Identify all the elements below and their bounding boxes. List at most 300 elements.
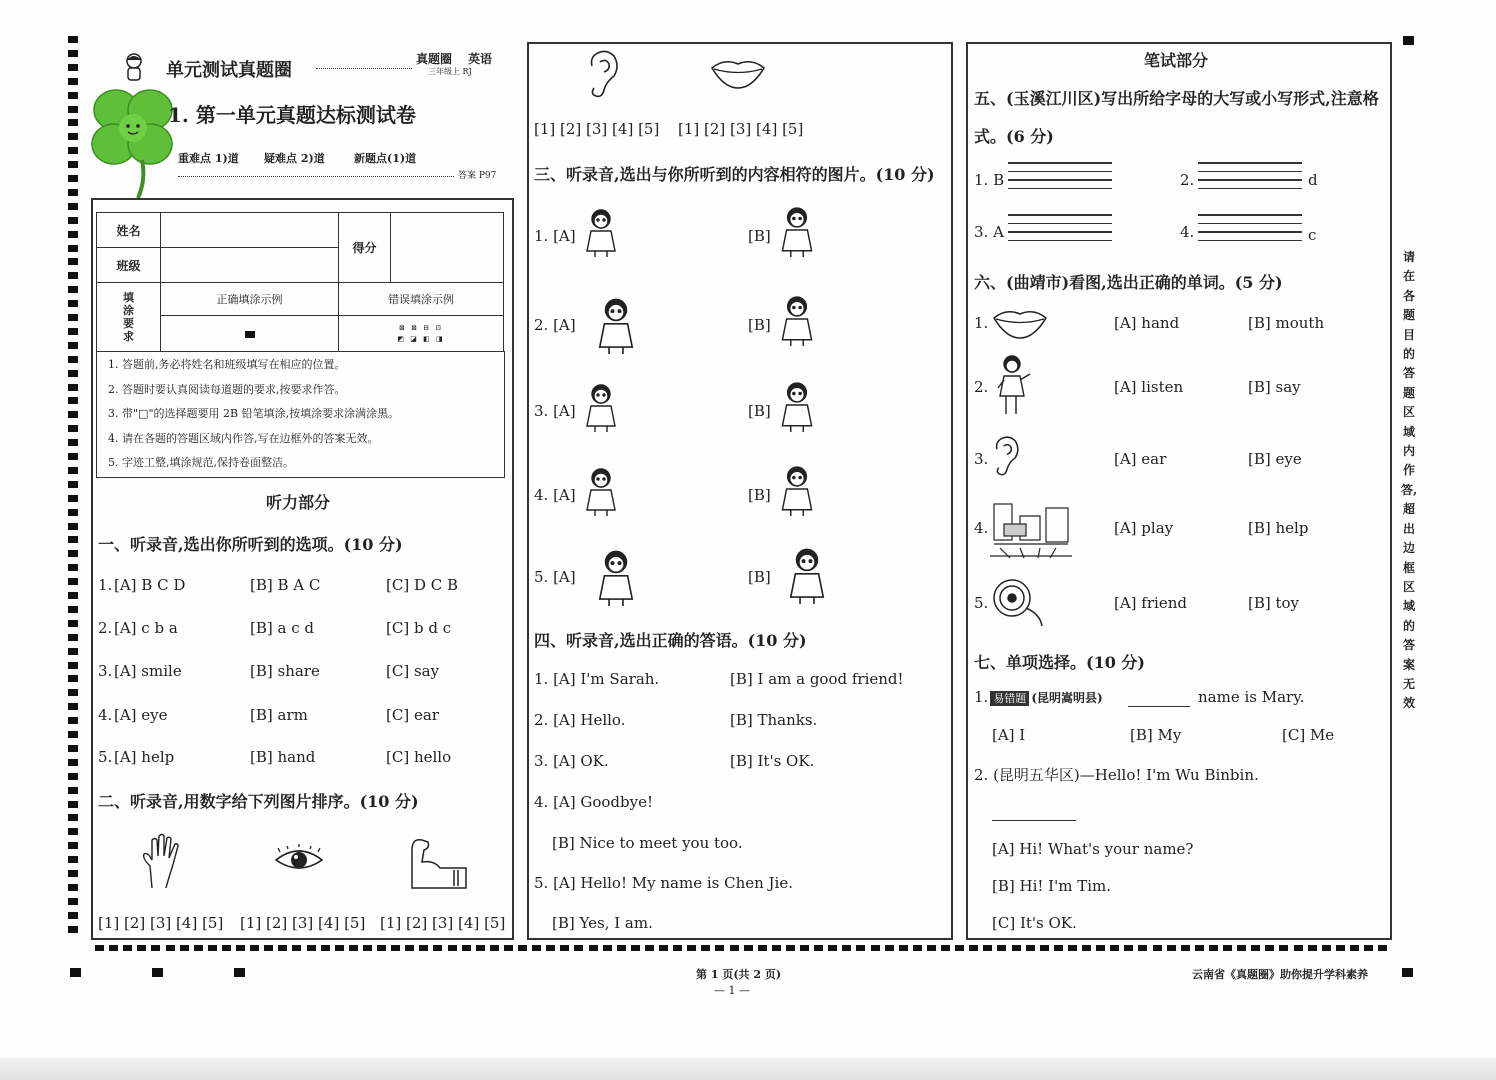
sec6-q-num: 2. <box>974 378 989 396</box>
tick-mark <box>68 36 78 43</box>
tick-mark <box>68 397 78 404</box>
sec5-item-3: 3. A <box>974 223 1004 241</box>
tick-mark <box>68 300 78 307</box>
tick-mark <box>68 731 78 738</box>
tick-mark <box>391 945 400 951</box>
tick-mark <box>871 945 880 951</box>
sec5-title-2: 式。(6 分) <box>974 127 1054 146</box>
note-4: 4. 请在各题的答题区域内作答,写在边框外的答案无效。 <box>108 431 379 445</box>
tick-mark <box>1308 945 1317 951</box>
sec6-opt-b[interactable]: [B] say <box>1248 378 1301 396</box>
sec3-label-a[interactable]: 4. [A] <box>534 486 576 504</box>
yoyo-toy-icon <box>990 574 1050 632</box>
sec5-item-2: 2. <box>1180 171 1195 189</box>
sec1-q-num: 4. <box>98 706 113 724</box>
tick-mark <box>278 945 287 951</box>
sec3-title: 三、听录音,选出与你所听到的内容相符的图片。(10 分) <box>534 165 935 184</box>
sec1-opt-c[interactable]: [C] say <box>386 662 440 680</box>
sec1-opt-a[interactable]: [A] smile <box>114 662 182 680</box>
tick-mark <box>997 945 1006 951</box>
sec1-opt-a[interactable]: [A] help <box>114 748 175 766</box>
tick-mark <box>68 495 78 502</box>
tick-mark <box>68 509 78 516</box>
tick-mark <box>1026 945 1035 951</box>
sec4-q5-b[interactable]: [B] Yes, I am. <box>552 914 653 932</box>
writing-lines-2[interactable] <box>1198 162 1302 196</box>
tick-mark <box>448 945 457 951</box>
tick-mark <box>730 945 739 951</box>
tick-mark <box>68 564 78 571</box>
ear-icon <box>586 48 622 104</box>
sec1-opt-b[interactable]: [B] B A C <box>250 576 321 594</box>
class-label: 班级 <box>97 248 161 283</box>
writing-lines-1[interactable] <box>1008 162 1112 196</box>
tick-mark <box>546 945 555 951</box>
tick-mark <box>1294 945 1303 951</box>
tick-mark <box>68 189 78 196</box>
tick-mark <box>715 945 724 951</box>
arm-icon <box>406 834 468 896</box>
series-title: 单元测试真题圈 <box>166 60 292 81</box>
mouth-icon <box>710 58 766 92</box>
tick-mark <box>68 384 78 391</box>
left-tick-marks <box>68 36 80 936</box>
sec1-opt-b[interactable]: [B] share <box>250 662 320 680</box>
tick-mark <box>1124 945 1133 951</box>
tick-mark <box>589 945 598 951</box>
tick-mark <box>68 370 78 377</box>
sec1-opt-c[interactable]: [C] ear <box>386 706 439 724</box>
sec2-bubbles-2[interactable]: [1] [2] [3] [4] [5] <box>240 914 366 932</box>
tick-mark <box>1350 945 1359 951</box>
tick-mark <box>68 425 78 432</box>
sec6-title: 六、(曲靖市)看图,选出正确的单词。(5 分) <box>974 273 1283 292</box>
person-figure-icon <box>580 382 622 436</box>
sec6-opt-b[interactable]: [B] toy <box>1248 594 1300 612</box>
point-3: 新题点(1)道 <box>354 152 417 165</box>
tick-mark <box>321 945 330 951</box>
footer-number: — 1 — <box>714 984 750 997</box>
sec3-label-b[interactable]: [B] <box>748 402 771 420</box>
hand-icon <box>138 832 186 896</box>
sec1-q-num: 3. <box>98 662 113 680</box>
class-field[interactable] <box>161 248 339 283</box>
person-figure-icon <box>776 546 838 608</box>
correct-example-label: 正确填涂示例 <box>161 283 339 316</box>
tick-mark <box>68 314 78 321</box>
tick-mark <box>955 945 964 951</box>
tick-mark <box>363 945 372 951</box>
tick-mark <box>574 945 583 951</box>
tick-mark <box>68 703 78 710</box>
tick-mark <box>68 439 78 446</box>
tick-mark <box>68 884 78 891</box>
sec6-opt-a[interactable]: [A] play <box>1114 519 1174 537</box>
tick-mark <box>68 592 78 599</box>
tick-mark <box>1040 945 1049 951</box>
tick-mark <box>180 945 189 951</box>
sec6-q-num: 5. <box>974 594 989 612</box>
note-2: 2. 答题时要认真阅读每道题的要求,按要求作答。 <box>108 382 346 396</box>
writing-lines-4[interactable] <box>1198 214 1302 248</box>
tick-mark <box>659 945 668 951</box>
person-figure-icon <box>580 466 622 520</box>
tick-mark <box>68 759 78 766</box>
sec6-opt-b[interactable]: [B] mouth <box>1248 314 1325 332</box>
tick-mark <box>68 467 78 474</box>
sec2-bubbles-1[interactable]: [1] [2] [3] [4] [5] <box>98 914 224 932</box>
tick-mark <box>433 945 442 951</box>
writing-lines-3[interactable] <box>1008 214 1112 248</box>
sec1-opt-a[interactable]: [A] B C D <box>114 576 186 594</box>
tick-mark <box>518 945 527 951</box>
tick-mark <box>856 945 865 951</box>
note-1: 1. 答题前,务必将姓名和班级填写在相应的位置。 <box>108 358 346 371</box>
student-info-table <box>96 212 504 352</box>
tick-mark <box>68 814 78 821</box>
sec7-q1-opt-a[interactable]: [A] I <box>992 726 1026 744</box>
fill-requirement-label: 填涂要求 <box>97 283 161 352</box>
sec6-q-num: 1. <box>974 314 989 332</box>
correct-example <box>161 316 339 352</box>
wrong-example: ⊠ ⊠ ⊟ ⊡ ◩ ◪ ◧ ◨ <box>339 316 504 352</box>
tick-mark <box>68 926 78 933</box>
tick-mark <box>68 203 78 210</box>
tick-mark <box>1153 945 1162 951</box>
sec5-item-4: 4. <box>1180 223 1195 241</box>
sec1-opt-a[interactable]: [A] c b a <box>114 619 178 637</box>
tick-mark <box>68 717 78 724</box>
tick-mark <box>68 119 78 126</box>
sec1-opt-c[interactable]: [C] D C B <box>386 576 459 594</box>
tick-mark <box>1364 945 1373 951</box>
person-figure-icon <box>580 296 652 358</box>
tick-mark <box>250 945 259 951</box>
note-3: 3. 带"□"的选择题要用 2B 铅笔填涂,按填涂要求涂满涂黑。 <box>108 407 400 420</box>
corner-mark <box>1402 968 1413 977</box>
tick-mark <box>1181 945 1190 951</box>
sec1-opt-c[interactable]: [C] b d c <box>386 619 452 637</box>
tick-mark <box>772 945 781 951</box>
tick-mark <box>1054 945 1063 951</box>
sec5-item-1: 1. B <box>974 171 1005 189</box>
ear-bubbles[interactable]: [1] [2] [3] [4] [5] <box>534 120 660 138</box>
tick-mark <box>645 945 654 951</box>
side-note: 请在各题目的答题区域内作答,超出边框区域的答案无效 <box>1401 250 1418 711</box>
sec6-opt-b[interactable]: [B] eye <box>1248 450 1302 468</box>
footer-page: 第 1 页(共 2 页) <box>696 968 782 981</box>
sec5-title-1: 五、(玉溪江川区)写出所给字母的大写或小写形式,注意格 <box>974 89 1379 108</box>
score-field[interactable] <box>391 213 504 283</box>
sec3-label-b[interactable]: [B] <box>748 227 771 245</box>
eye-icon <box>274 846 324 878</box>
tick-mark <box>68 856 78 863</box>
tick-mark <box>68 842 78 849</box>
sec6-opt-a[interactable]: [A] hand <box>1114 314 1180 332</box>
sec5-item-2-letter: d <box>1308 171 1318 189</box>
tick-mark <box>899 945 908 951</box>
lips-icon <box>992 308 1048 342</box>
tick-mark <box>95 945 104 951</box>
sec1-opt-b[interactable]: [B] hand <box>250 748 316 766</box>
sec1-opt-b[interactable]: [B] arm <box>250 706 308 724</box>
name-label: 姓名 <box>97 213 161 248</box>
subject-label: 英语 <box>468 52 493 66</box>
corner-mark <box>70 968 81 977</box>
sec7-q1: 1. 易错题 (昆明嵩明县) <box>974 688 1103 706</box>
tick-mark <box>68 92 78 99</box>
grade-label: 三年级上 RJ <box>428 67 472 76</box>
tick-mark <box>68 328 78 335</box>
tick-mark <box>68 898 78 905</box>
tick-mark <box>109 945 118 951</box>
tick-mark <box>1167 945 1176 951</box>
score-label: 得分 <box>339 213 391 283</box>
sec1-q-num: 5. <box>98 748 113 766</box>
error-prone-tag: 易错题 <box>990 691 1029 706</box>
sec4-opt-a[interactable]: 3. [A] OK. <box>534 752 609 770</box>
sec3-label-a[interactable]: 3. [A] <box>534 402 576 420</box>
tick-mark <box>1096 945 1105 951</box>
tick-mark <box>166 945 175 951</box>
tick-mark <box>603 945 612 951</box>
tick-mark <box>68 411 78 418</box>
tick-mark <box>1138 945 1147 951</box>
tick-mark <box>1336 945 1345 951</box>
header-dotted-line-2 <box>178 176 454 177</box>
sec4-q4-b[interactable]: [B] Nice to meet you too. <box>552 834 743 852</box>
tick-mark <box>532 945 541 951</box>
tick-mark <box>377 945 386 951</box>
tick-mark <box>194 945 203 951</box>
sec7-q1-blank[interactable] <box>1128 706 1190 707</box>
tick-mark <box>68 64 78 71</box>
tick-mark <box>969 945 978 951</box>
tick-mark <box>1012 945 1021 951</box>
sec6-q-num: 3. <box>974 450 989 468</box>
sec4-opt-a[interactable]: 1. [A] I'm Sarah. <box>534 670 660 688</box>
tick-mark <box>983 945 992 951</box>
footer-slogan: 云南省《真题圈》助你提升学科素养 <box>1192 968 1368 981</box>
tick-mark <box>1279 945 1288 951</box>
tick-mark <box>68 606 78 613</box>
sec1-q-num: 1. <box>98 576 113 594</box>
tick-mark <box>68 675 78 682</box>
sec7-q1-source: (昆明嵩明县) <box>1031 691 1103 705</box>
sec6-opt-b[interactable]: [B] help <box>1248 519 1309 537</box>
tick-mark <box>1068 945 1077 951</box>
sec3-label-b[interactable]: [B] <box>748 316 771 334</box>
tick-mark <box>1110 945 1119 951</box>
tick-mark <box>828 945 837 951</box>
tick-mark <box>68 550 78 557</box>
tick-mark <box>68 481 78 488</box>
listening-title: 听力部分 <box>266 493 331 512</box>
sec6-opt-a[interactable]: [A] ear <box>1114 450 1167 468</box>
person-figure-icon <box>776 294 818 350</box>
tick-mark <box>137 945 146 951</box>
person-figure-icon <box>776 464 818 520</box>
sec7-q1-opt-b[interactable]: [B] My <box>1130 726 1182 744</box>
mouth-bubbles[interactable]: [1] [2] [3] [4] [5] <box>678 120 804 138</box>
tick-mark <box>68 801 78 808</box>
corner-mark <box>234 968 245 977</box>
tick-mark <box>814 945 823 951</box>
tick-mark <box>419 945 428 951</box>
sec1-opt-c[interactable]: [C] hello <box>386 748 452 766</box>
page-title: 1. 第一单元真题达标测试卷 <box>168 103 416 127</box>
street-scene-icon <box>990 500 1072 562</box>
sec7-q2-opt-b[interactable]: [B] Hi! I'm Tim. <box>992 877 1112 895</box>
sec3-label-a[interactable]: 5. [A] <box>534 568 576 586</box>
sec2-bubbles-3[interactable]: [1] [2] [3] [4] [5] <box>380 914 506 932</box>
sec4-q4-a[interactable]: 4. [A] Goodbye! <box>534 793 654 811</box>
tick-mark <box>68 536 78 543</box>
header-dotted-line <box>316 68 412 69</box>
tick-mark <box>292 945 301 951</box>
sec4-q5-a[interactable]: 5. [A] Hello! My name is Chen Jie. <box>534 874 793 892</box>
page-edge-shadow <box>0 1058 1496 1080</box>
tick-mark <box>504 945 513 951</box>
tick-mark <box>68 828 78 835</box>
person-figure-icon <box>580 548 652 610</box>
person-figure-icon <box>580 207 622 261</box>
sec4-opt-b[interactable]: [B] It's OK. <box>730 752 815 770</box>
tick-mark <box>941 945 950 951</box>
tick-mark <box>68 773 78 780</box>
tick-mark <box>68 787 78 794</box>
sec1-opt-b[interactable]: [B] a c d <box>250 619 314 637</box>
sec5-item-4-letter: c <box>1308 226 1317 244</box>
tick-mark <box>68 258 78 265</box>
tick-mark <box>1322 945 1331 951</box>
tick-mark <box>68 745 78 752</box>
tick-mark <box>758 945 767 951</box>
tick-mark <box>68 523 78 530</box>
tick-mark <box>68 634 78 641</box>
notes-list <box>108 353 399 476</box>
tick-mark <box>68 286 78 293</box>
sec3-label-a[interactable]: 2. [A] <box>534 316 576 334</box>
tick-mark <box>68 217 78 224</box>
sec4-opt-b[interactable]: [B] Thanks. <box>730 711 818 729</box>
tick-mark <box>236 945 245 951</box>
bottom-tick-marks <box>95 945 1390 953</box>
tick-mark <box>68 231 78 238</box>
tick-mark <box>1378 945 1387 951</box>
tick-mark <box>673 945 682 951</box>
sec1-q-num: 2. <box>98 619 113 637</box>
tick-mark <box>264 945 273 951</box>
person-figure-icon <box>776 205 818 261</box>
tick-mark <box>68 662 78 669</box>
tick-mark <box>335 945 344 951</box>
tick-mark <box>68 78 78 85</box>
corner-mark <box>1403 36 1414 45</box>
tick-mark <box>151 945 160 951</box>
sec2-title: 二、听录音,用数字给下列图片排序。(10 分) <box>98 792 419 811</box>
sec7-title: 七、单项选择。(10 分) <box>974 653 1145 672</box>
tick-mark <box>68 175 78 182</box>
tick-mark <box>405 945 414 951</box>
tick-mark <box>68 356 78 363</box>
tick-mark <box>476 945 485 951</box>
tick-mark <box>1209 945 1218 951</box>
tick-mark <box>68 620 78 627</box>
tick-mark <box>1195 945 1204 951</box>
tick-mark <box>68 870 78 877</box>
tick-mark <box>68 912 78 919</box>
tick-mark <box>786 945 795 951</box>
person-figure-icon <box>776 380 818 436</box>
tick-mark <box>631 945 640 951</box>
sec3-label-b[interactable]: [B] <box>748 568 771 586</box>
tick-mark <box>68 133 78 140</box>
sec7-q2-blank[interactable] <box>992 820 1076 821</box>
sec7-q1-rest: name is Mary. <box>1198 688 1305 706</box>
tick-mark <box>123 945 132 951</box>
tick-mark <box>687 945 696 951</box>
tick-mark <box>885 945 894 951</box>
sec7-q1-opt-c[interactable]: [C] Me <box>1282 726 1335 744</box>
name-field[interactable] <box>161 213 339 248</box>
tick-mark <box>68 342 78 349</box>
tick-mark <box>68 578 78 585</box>
corner-mark <box>152 968 163 977</box>
sec7-q2-opt-a[interactable]: [A] Hi! What's your name? <box>992 840 1194 858</box>
tick-mark <box>307 945 316 951</box>
tick-mark <box>1251 945 1260 951</box>
tick-mark <box>744 945 753 951</box>
tick-mark <box>1082 945 1091 951</box>
tick-mark <box>800 945 809 951</box>
tick-mark <box>1237 945 1246 951</box>
tick-mark <box>462 945 471 951</box>
tick-mark <box>68 453 78 460</box>
point-1: 重难点 1)道 <box>178 152 239 165</box>
tick-mark <box>349 945 358 951</box>
tick-mark <box>490 945 499 951</box>
sec4-opt-a[interactable]: 2. [A] Hello. <box>534 711 626 729</box>
tick-mark <box>68 648 78 655</box>
wrong-example-label: 错误填涂示例 <box>339 283 504 316</box>
sec6-opt-a[interactable]: [A] listen <box>1114 378 1184 396</box>
sec6-opt-a[interactable]: [A] friend <box>1114 594 1187 612</box>
tick-mark <box>68 689 78 696</box>
note-5: 5. 字迹工整,填涂规范,保持卷面整洁。 <box>108 456 294 469</box>
sec7-q2-opt-c[interactable]: [C] It's OK. <box>992 914 1077 932</box>
tick-mark <box>913 945 922 951</box>
tick-mark <box>208 945 217 951</box>
sec4-opt-b[interactable]: [B] I am a good friend! <box>730 670 904 688</box>
sec4-title: 四、听录音,选出正确的答语。(10 分) <box>534 631 807 650</box>
point-2: 疑难点 2)道 <box>264 152 325 165</box>
tick-mark <box>68 245 78 252</box>
sec3-label-b[interactable]: [B] <box>748 486 771 504</box>
ear-icon-2 <box>992 434 1022 482</box>
sec7-q2: 2. (昆明五华区)—Hello! I'm Wu Binbin. <box>974 766 1259 784</box>
tick-mark <box>927 945 936 951</box>
tick-mark <box>1223 945 1232 951</box>
sec3-label-a[interactable]: 1. [A] <box>534 227 576 245</box>
tick-mark <box>560 945 569 951</box>
sec1-opt-a[interactable]: [A] eye <box>114 706 168 724</box>
tick-mark <box>701 945 710 951</box>
written-title: 笔试部分 <box>1144 51 1209 70</box>
answer-ref: 答案 P97 <box>458 171 497 181</box>
tick-mark <box>68 161 78 168</box>
tick-mark <box>68 147 78 154</box>
